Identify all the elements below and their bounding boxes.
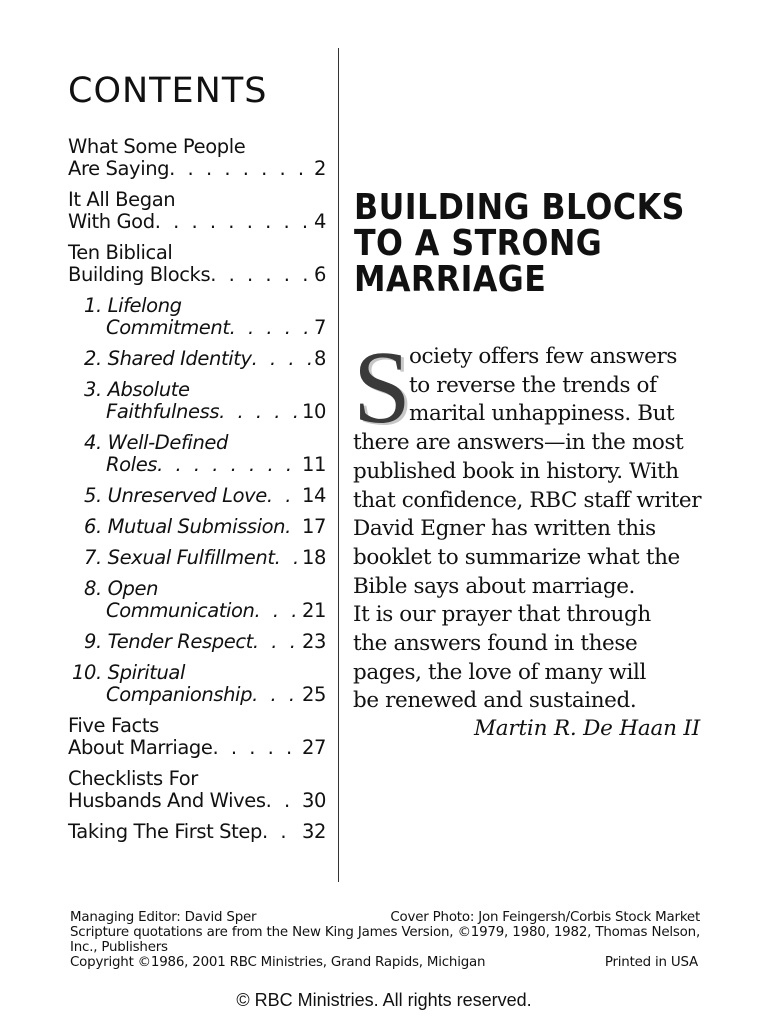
toc-page-number: 21 (301, 599, 326, 622)
toc-entry-title: Checklists For (68, 767, 198, 790)
toc-entry-title: 1. Lifelong (84, 294, 182, 317)
credits-block (70, 910, 700, 970)
title-line: BUILDING BLOCKS (354, 187, 685, 228)
leader-dots (267, 485, 300, 507)
toc-subentry[interactable] (68, 631, 326, 653)
toc-entry[interactable] (68, 189, 326, 233)
toc-entry-title-cont: With God (68, 210, 155, 233)
drop-cap: S (353, 330, 411, 445)
intro-line: that confidence, RBC staff writer (353, 487, 702, 513)
toc-page-number: 8 (313, 347, 326, 370)
copyright-notice: Copyright ©1986, 2001 RBC Ministries, Grand Rapids, Michigan (70, 955, 486, 970)
toc-page-number: 4 (313, 210, 326, 233)
intro-line: published book in history. With (353, 458, 679, 484)
toc-entry-title-cont: Companionship (106, 683, 253, 706)
toc-subentry[interactable] (68, 485, 326, 507)
toc-page-number: 11 (301, 453, 326, 476)
toc-subentry[interactable] (68, 379, 326, 423)
toc-entry-title: 3. Absolute (84, 378, 190, 401)
toc-entry-title: 10. Spiritual (72, 661, 185, 684)
title-line: TO A STRONG (354, 223, 603, 264)
scripture-credit: Scripture quotations are from the New King James Version, ©1979, 1980, 1982, Thomas Nelson, Inc., Publishers (70, 925, 700, 955)
leader-dots (266, 790, 300, 812)
leader-dots (169, 158, 312, 180)
toc-entry-title-cont: About Marriage (68, 736, 213, 759)
toc-entry-title: 7. Sexual Fulfillment (84, 546, 275, 569)
toc-subentry[interactable] (68, 578, 326, 622)
leader-dots (219, 401, 300, 423)
toc-subentry[interactable] (68, 662, 326, 706)
intro-line: booklet to summarize what the (353, 544, 680, 570)
toc-entry-title: Taking The First Step (68, 820, 262, 843)
toc-subentry[interactable] (68, 516, 326, 538)
managing-editor: Managing Editor: David Sper (70, 910, 257, 925)
toc-entry-title: 9. Tender Respect (84, 630, 253, 653)
rights-notice: © RBC Ministries. All rights reserved. (236, 990, 532, 1010)
toc-entry-title: Ten Biblical (68, 241, 173, 264)
intro-line: It is our prayer that through (353, 602, 651, 628)
leader-dots (285, 516, 300, 538)
leader-dots (275, 547, 300, 569)
toc-page-number: 14 (301, 484, 326, 507)
toc-entry-title: It All Began (68, 188, 176, 211)
toc-entry-title: Five Facts (68, 714, 159, 737)
leader-dots (253, 631, 300, 653)
intro-paragraph (353, 343, 713, 716)
toc-entry-title: 4. Well-Defined (84, 431, 228, 454)
toc-page-number: 18 (301, 546, 326, 569)
leader-dots (230, 317, 312, 339)
intro-line: Bible says about marriage. (353, 573, 635, 599)
toc-page-number: 2 (313, 157, 326, 180)
toc-subentry[interactable] (68, 547, 326, 569)
leader-dots (262, 821, 300, 843)
toc-entry-title-cont: Are Saying (68, 157, 170, 180)
column-divider (338, 48, 339, 882)
leader-dots (210, 264, 312, 286)
leader-dots (252, 684, 300, 706)
printed-in: Printed in USA (604, 955, 698, 970)
leader-dots (252, 348, 312, 370)
toc-entry-title: 2. Shared Identity (84, 347, 252, 370)
contents-heading: CONTENTS (68, 71, 268, 111)
toc-page-number: 10 (301, 400, 326, 423)
intro-line: David Egner has written this (353, 516, 656, 542)
toc-subentry[interactable] (68, 295, 326, 339)
toc-entry[interactable] (68, 136, 326, 180)
toc-entry-title: 8. Open (84, 577, 159, 600)
toc-page-number: 25 (301, 683, 326, 706)
toc-page-number: 27 (301, 736, 326, 759)
toc-entry[interactable] (68, 715, 326, 759)
leader-dots (212, 737, 300, 759)
toc-page-number: 30 (301, 789, 326, 812)
toc-entry-title: 5. Unreserved Love (84, 484, 267, 507)
toc-entry-title-cont: Faithfulness (106, 400, 220, 423)
intro-line: be renewed and sustained. (353, 688, 637, 714)
intro-line: pages, the love of many will (353, 659, 646, 685)
toc-entry[interactable] (68, 242, 326, 286)
intro-line: there are answers—in the most (353, 430, 684, 456)
cover-photo-credit: Cover Photo: Jon Feingersh/Corbis Stock Market (390, 910, 700, 925)
toc-subentry[interactable] (68, 432, 326, 476)
toc-entry[interactable] (68, 821, 326, 843)
toc-entry-title: What Some People (68, 135, 246, 158)
toc-entry-title-cont: Commitment (106, 316, 230, 339)
table-of-contents (68, 136, 326, 852)
toc-page-number: 32 (301, 820, 326, 843)
intro-line: the answers found in these (353, 631, 638, 657)
intro-line: ociety offers few answers (409, 344, 677, 369)
title-line: MARRIAGE (354, 259, 547, 300)
toc-page-number: 7 (313, 316, 326, 339)
toc-page-number: 6 (313, 263, 326, 286)
intro-line: marital unhappiness. But (409, 401, 675, 427)
toc-entry-title-cont: Husbands And Wives (68, 789, 266, 812)
toc-entry-title-cont: Communication (106, 599, 255, 622)
leader-dots (157, 454, 300, 476)
toc-page-number: 17 (301, 515, 326, 538)
toc-subentry[interactable] (68, 348, 326, 370)
toc-entry-title: 6. Mutual Submission (84, 515, 286, 538)
author-signature: Martin R. De Haan II (473, 716, 700, 741)
leader-dots (255, 600, 300, 622)
toc-entry-title-cont: Building Blocks (68, 263, 211, 286)
toc-page-number: 23 (301, 630, 326, 653)
leader-dots (155, 211, 312, 233)
toc-entry[interactable] (68, 768, 326, 812)
booklet-title (354, 187, 688, 300)
toc-entry-title-cont: Roles (106, 453, 158, 476)
intro-line: to reverse the trends of (409, 372, 657, 398)
